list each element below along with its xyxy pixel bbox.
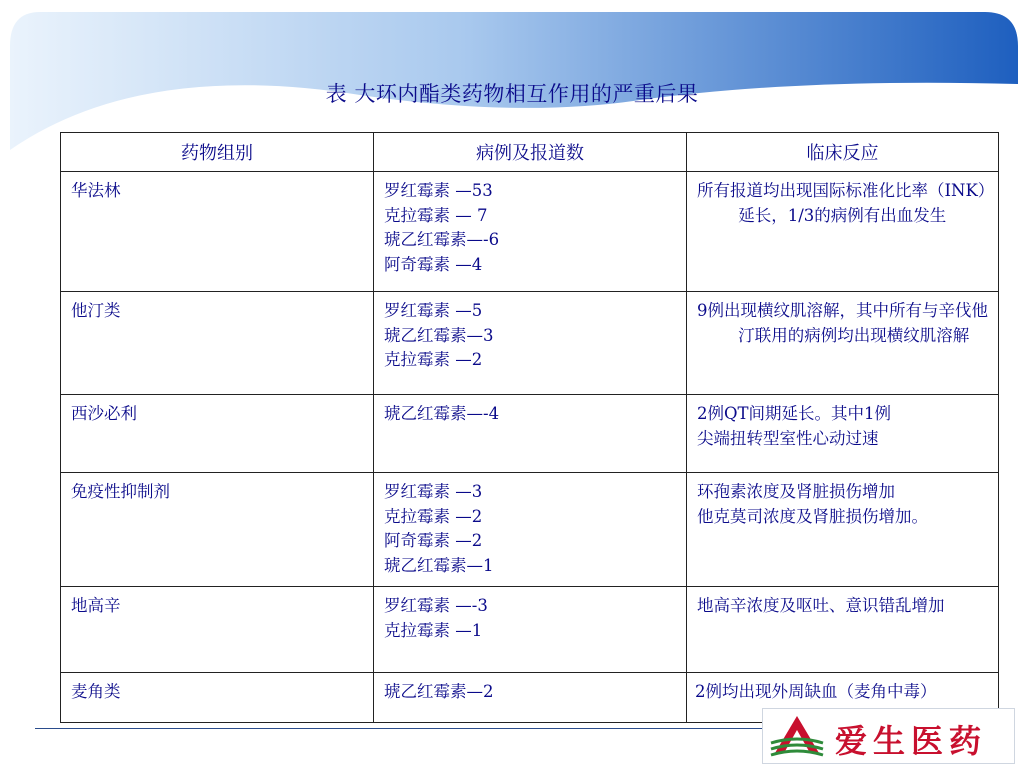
company-logo <box>762 708 1015 764</box>
cell-reaction <box>687 587 999 673</box>
cell-drug-group: 免疫性抑制剂 <box>61 473 374 587</box>
case-line: 琥乙红霉素—2 <box>384 682 494 701</box>
table-row <box>61 292 999 395</box>
cell-cases <box>374 673 687 723</box>
cell-reaction <box>687 395 999 473</box>
case-line: 克拉霉素 —2 <box>384 350 483 369</box>
case-line: 罗红霉素 —3 <box>384 482 483 501</box>
cell-reaction <box>687 473 999 587</box>
cell-reaction <box>687 172 999 292</box>
case-line: 琥乙红霉素—-4 <box>384 404 500 423</box>
header-reaction: 临床反应 <box>687 133 999 172</box>
cell-drug-group: 西沙必利 <box>61 395 374 473</box>
case-line: 克拉霉素 — 7 <box>384 205 488 225</box>
case-line: 阿奇霉素 —2 <box>384 531 483 550</box>
reaction-line: 9例出现横纹肌溶解，其中所有与辛伐他汀联用的病例均出现横纹肌溶解 <box>697 301 988 345</box>
cell-drug-group: 地高辛 <box>61 587 374 673</box>
reaction-line: 2例均出现外周缺血（麦角中毒） <box>695 682 937 701</box>
cell-cases <box>374 292 687 395</box>
cell-drug-group: 麦角类 <box>61 673 374 723</box>
interaction-table <box>60 132 999 723</box>
table-row <box>61 395 999 473</box>
cell-cases <box>374 395 687 473</box>
table-row <box>61 172 999 292</box>
reaction-line: 环孢素浓度及肾脏损伤增加 <box>697 482 895 501</box>
reaction-line: 尖端扭转型室性心动过速 <box>697 428 879 448</box>
case-line: 罗红霉素 —5 <box>384 301 483 320</box>
header-drug-group: 药物组别 <box>61 133 374 172</box>
case-line: 琥乙红霉素—3 <box>384 325 494 345</box>
table-header-row <box>61 133 999 172</box>
table-row <box>61 473 999 587</box>
case-line: 克拉霉素 —2 <box>384 506 483 526</box>
cell-cases <box>374 587 687 673</box>
cell-cases <box>374 473 687 587</box>
reaction-line: 地高辛浓度及呕吐、意识错乱增加 <box>697 596 945 615</box>
header-cases: 病例及报道数 <box>374 133 687 172</box>
table-row <box>61 587 999 673</box>
footer-divider <box>35 728 765 729</box>
case-line: 阿奇霉素 —4 <box>384 254 483 274</box>
reaction-line: 他克莫司浓度及肾脏损伤增加。 <box>697 506 928 526</box>
reaction-line: 2例QT间期延长。其中1例 <box>697 404 892 423</box>
cell-drug-group: 他汀类 <box>61 292 374 395</box>
cell-reaction <box>687 292 999 395</box>
company-logo-icon <box>767 713 827 761</box>
reaction-line: 所有报道均出现国际标准化比率（INK）延长，1/3的病例有出血发生 <box>697 181 987 225</box>
company-name: 爱生医药 <box>835 722 988 760</box>
cell-drug-group: 华法林 <box>61 172 374 292</box>
slide-title: 表 大环内酯类药物相互作用的严重后果 <box>325 82 699 106</box>
case-line: 罗红霉素 —-3 <box>384 596 488 615</box>
cell-cases <box>374 172 687 292</box>
case-line: 克拉霉素 —1 <box>384 620 483 640</box>
case-line: 罗红霉素 —53 <box>384 181 493 200</box>
case-line: 琥乙红霉素—-6 <box>384 230 500 249</box>
case-line: 琥乙红霉素—1 <box>384 555 494 575</box>
